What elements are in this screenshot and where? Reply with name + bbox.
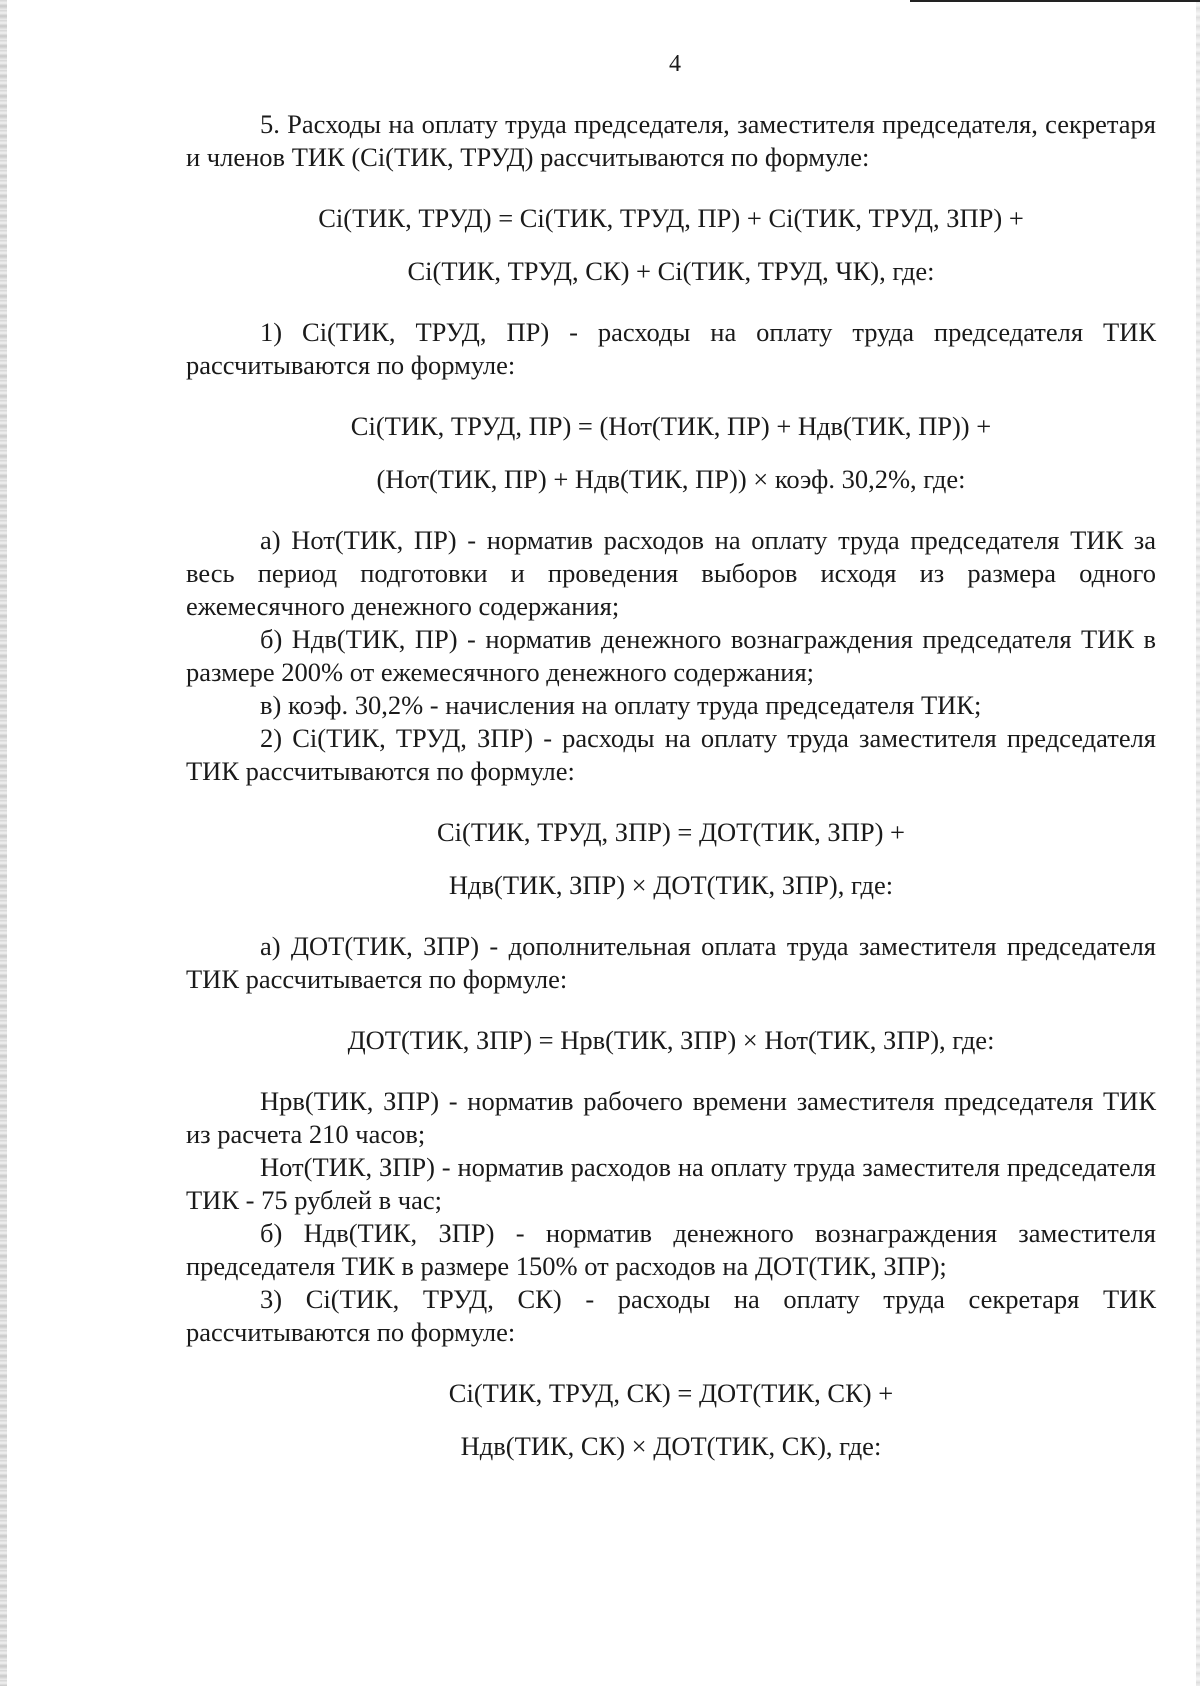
formula-chairman-line-2: (Нот(ТИК, ПР) + Ндв(ТИК, ПР)) × коэф. 30,2%, где: — [376, 464, 966, 494]
formula-total-line-2: Ci(ТИК, ТРУД, СК) + Ci(ТИК, ТРУД, ЧК), где: — [407, 256, 935, 286]
item-2-definition-a: а) ДОТ(ТИК, ЗПР) - дополнительная оплата труда заместителя председателя ТИК рассчитывается по формуле: — [186, 931, 1156, 994]
scan-right-edge — [1196, 0, 1200, 1686]
item-1-intro: 1) Ci(ТИК, ТРУД, ПР) - расходы на оплату труда председателя ТИК рассчитываются по формуле: — [186, 317, 1156, 380]
page-number: 4 — [669, 51, 681, 77]
item-1-definition-b: б) Ндв(ТИК, ПР) - норматив денежного вознаграждения председателя ТИК в размере 200% от ежемесячного денежного содержания; — [186, 624, 1156, 687]
formula-deputy-line-2: Ндв(ТИК, ЗПР) × ДОТ(ТИК, ЗПР), где: — [448, 870, 894, 900]
item-1-definition-a: а) Нот(ТИК, ПР) - норматив расходов на оплату труда председателя ТИК за весь период подготовки и проведения выборов исходя из размера одного ежемесячного денежного содержания; — [186, 525, 1156, 621]
formula-chairman-line-1: Ci(ТИК, ТРУД, ПР) = (Нот(ТИК, ПР) + Ндв(ТИК, ПР)) + — [350, 411, 992, 441]
formula-total-line-1: Ci(ТИК, ТРУД) = Ci(ТИК, ТРУД, ПР) + Ci(ТИК, ТРУД, ЗПР) + — [318, 203, 1024, 233]
scan-top-line — [910, 0, 1200, 2]
scan-left-edge — [0, 0, 7, 1686]
item-1-definition-c: в) коэф. 30,2% - начисления на оплату труда председателя ТИК; — [260, 690, 982, 720]
formula-deputy-line-1: Ci(ТИК, ТРУД, ЗПР) = ДОТ(ТИК, ЗПР) + — [437, 817, 905, 847]
item-3-intro: 3) Ci(ТИК, ТРУД, СК) - расходы на оплату труда секретаря ТИК рассчитываются по формуле: — [186, 1284, 1156, 1347]
formula-dot-deputy: ДОТ(ТИК, ЗПР) = Нрв(ТИК, ЗПР) × Нот(ТИК, ЗПР), где: — [347, 1025, 995, 1055]
item-2-definition-not: Нот(ТИК, ЗПР) - норматив расходов на оплату труда заместителя председателя ТИК - 75 рублей в час; — [186, 1152, 1156, 1215]
document-body — [186, 108, 1156, 1463]
item-2-intro: 2) Ci(ТИК, ТРУД, ЗПР) - расходы на оплату труда заместителя председателя ТИК рассчитываются по формуле: — [186, 723, 1156, 786]
section-5-intro: 5. Расходы на оплату труда председателя, заместителя председателя, секретаря и членов ТИК (Ci(ТИК, ТРУД) рассчитываются по формуле: — [186, 109, 1156, 172]
item-2-definition-b: б) Ндв(ТИК, ЗПР) - норматив денежного вознаграждения заместителя председателя ТИК в размере 150% от расходов на ДОТ(ТИК, ЗПР); — [186, 1218, 1156, 1281]
item-2-definition-nrv: Нрв(ТИК, ЗПР) - норматив рабочего времени заместителя председателя ТИК из расчета 210 часов; — [186, 1086, 1156, 1149]
formula-secretary-line-2: Ндв(ТИК, СК) × ДОТ(ТИК, СК), где: — [460, 1431, 882, 1461]
formula-secretary-line-1: Ci(ТИК, ТРУД, СК) = ДОТ(ТИК, СК) + — [448, 1378, 894, 1408]
